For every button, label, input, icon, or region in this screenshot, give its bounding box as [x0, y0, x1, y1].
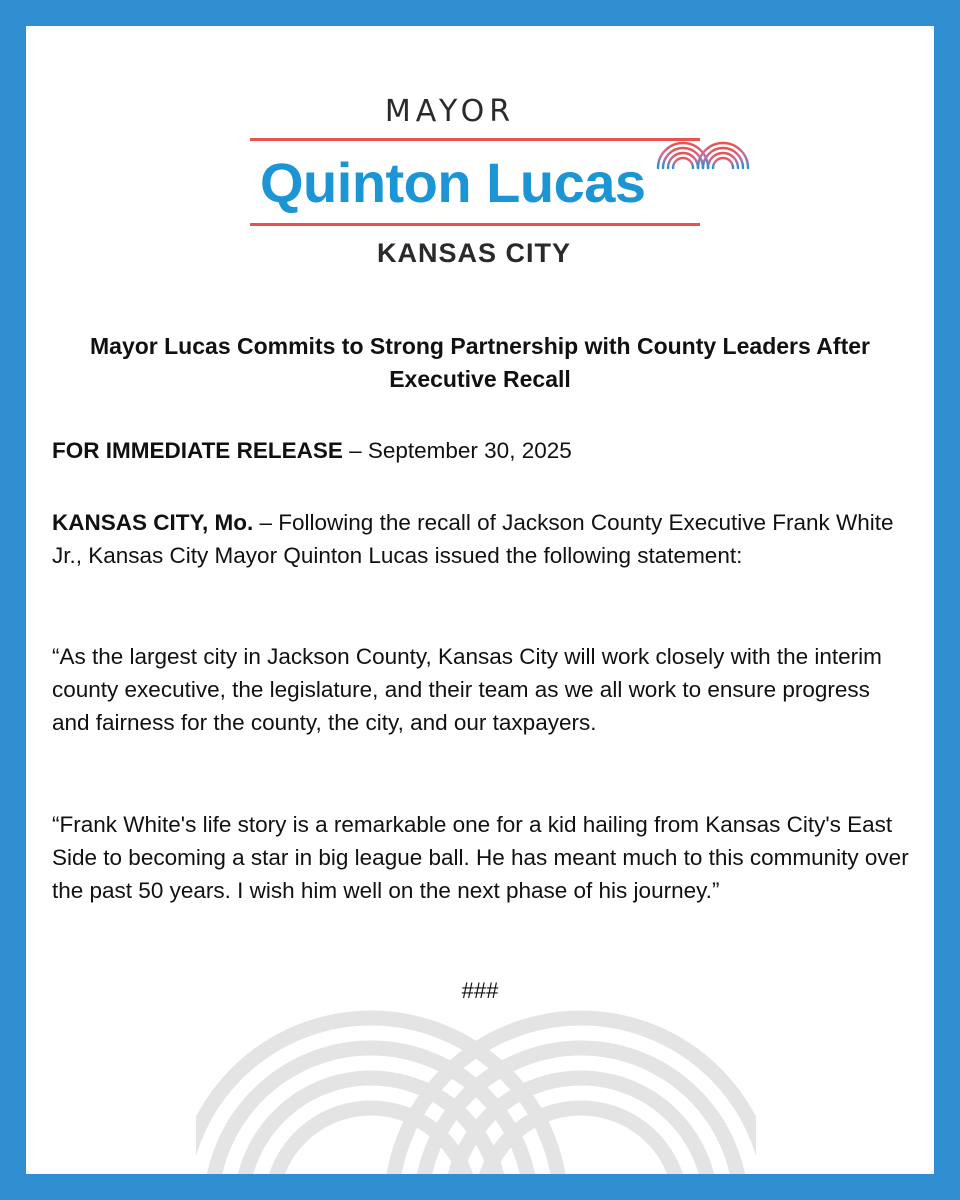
logo-mayor-text: MAYOR — [384, 94, 516, 129]
logo-city-text: KANSAS CITY — [376, 238, 571, 268]
fountain-watermark-icon — [196, 998, 756, 1174]
logo-top-rule — [250, 138, 700, 141]
dateline-paragraph — [52, 506, 912, 572]
press-release-headline: Mayor Lucas Commits to Strong Partnership with County Leaders After Executive Recall — [90, 333, 870, 393]
dateline-label: KANSAS CITY, Mo. — [52, 510, 254, 535]
dateline-text: – Following the recall of Jackson County Executive Frank White Jr., Kansas City Mayor Quinton Lucas issued the following statement: — [52, 510, 894, 568]
end-mark: ### — [461, 978, 499, 1003]
fountain-icon — [648, 98, 768, 278]
release-label: FOR IMMEDIATE RELEASE — [52, 438, 343, 463]
quote-paragraph-2: “Frank White's life story is a remarkable one for a kid hailing from Kansas City's East Side to becoming a star in big league ball. He has meant much to this community over the past 50 years. I wish him well on the next phase of his journey.” — [52, 812, 909, 903]
press-release-card — [26, 26, 934, 1174]
logo-bottom-rule — [250, 223, 700, 226]
logo-name-text: Quinton Lucas — [260, 151, 646, 214]
quote-paragraph-1: “As the largest city in Jackson County, Kansas City will work closely with the interim county executive, the legislature, and their team as we all work to ensure progress and fairness for the county, the city, and our taxpayers. — [52, 644, 882, 735]
release-date: – September 30, 2025 — [342, 438, 572, 463]
release-line — [52, 434, 912, 467]
mayor-logo — [26, 26, 934, 306]
